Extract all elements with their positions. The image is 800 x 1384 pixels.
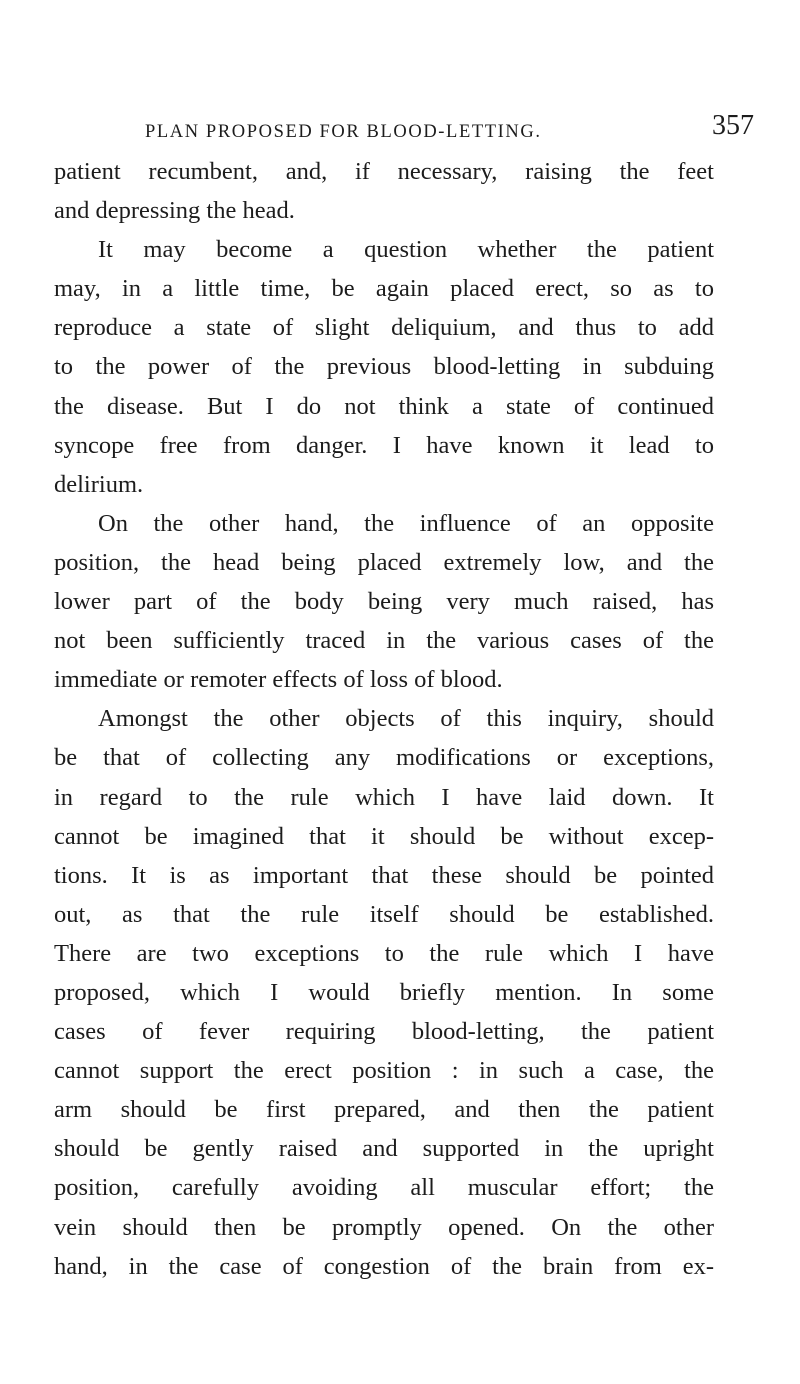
text-line: in regard to the rule which I have laid down. It [54,783,714,811]
text-line: the disease. But I do not think a state of continued [54,392,714,420]
text-line: position, the head being placed extremely low, and the [54,548,714,576]
text-line: vein should then be promptly opened. On the other [54,1213,714,1241]
body-text [54,152,714,1286]
text-line: Amongst the other objects of this inquiry, should [98,705,714,733]
text-line: may, in a little time, be again placed erect, so as to [54,275,714,303]
text-line: position, carefully avoiding all muscular effort; the [54,1174,714,1202]
text-line: immediate or remoter effects of loss of blood. [54,666,503,694]
text-line: delirium. [54,470,144,498]
text-line: arm should be first prepared, and then the patient [54,1096,714,1124]
page-header [0,104,800,154]
text-line: be that of collecting any modifications or exceptions, [54,744,714,772]
text-line: proposed, which I would briefly mention. In some [54,978,714,1006]
running-head: PLAN PROPOSED FOR BLOOD-LETTING. [145,122,542,142]
text-line: reproduce a state of slight deliquium, and thus to add [54,314,714,342]
text-line: patient recumbent, and, if necessary, raising the feet [54,158,714,185]
text-line: There are two exceptions to the rule which I have [54,939,714,967]
text-line: lower part of the body being very much raised, has [54,588,714,616]
text-line: cannot support the erect position : in such a case, the [54,1057,714,1085]
text-line: and depressing the head. [54,197,295,225]
text-line: to the power of the previous blood-letting in subduing [54,353,714,381]
text-line: hand, in the case of congestion of the brain from ex- [54,1252,714,1280]
text-line: cannot be imagined that it should be without excep- [54,822,714,850]
text-line: syncope free from danger. I have known it lead to [54,431,714,459]
text-line: not been sufficiently traced in the various cases of the [54,627,714,655]
text-line: It may become a question whether the patient [98,236,714,264]
text-line: cases of fever requiring blood-letting, the patient [54,1018,714,1046]
text-line: should be gently raised and supported in the upright [54,1135,714,1163]
page-number: 357 [712,110,754,141]
text-line: On the other hand, the influence of an opposite [98,509,714,537]
text-line: out, as that the rule itself should be established. [54,900,714,928]
text-line: tions. It is as important that these should be pointed [54,861,714,889]
